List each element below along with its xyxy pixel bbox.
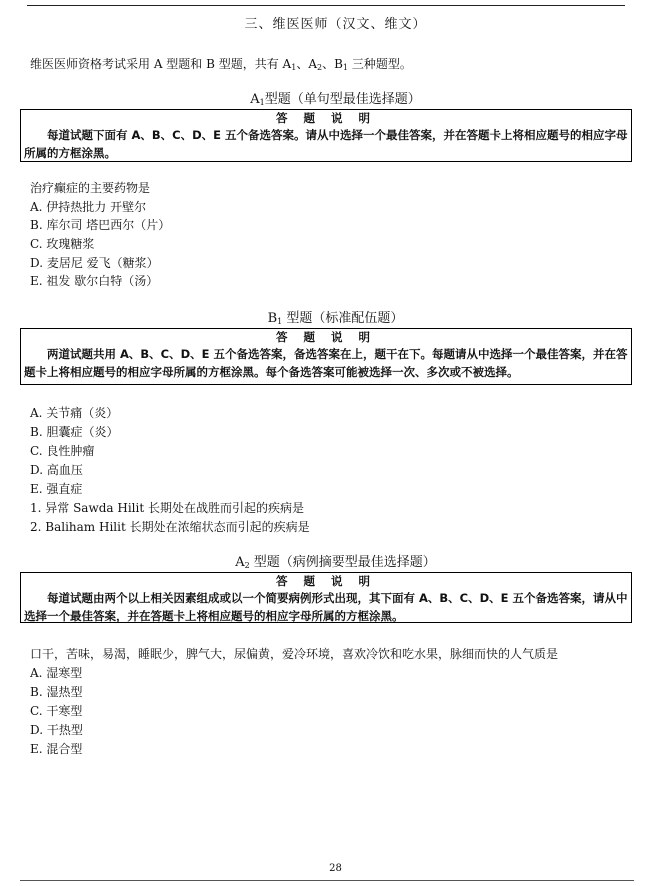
instruction-box-text: 每道试题由两个以上相关因素组成或以一个简要病例形式出现，其下面有 A、B、C、D、E 五个备选答案，请从中选择一个最佳答案，并在答题卡上将相应题号的相应字母所属的方框涂黑。	[24, 591, 628, 623]
section-heading-b1: $B_1$ 型题（标准配伍题）	[267, 311, 404, 326]
bottom-rule	[20, 880, 634, 881]
question-a1: 治疗癫症的主要药物是	[30, 181, 151, 195]
question-a2: 口干，苦味，易渴，睡眠少，脾气大，尿偏黄，爱冷环境，喜欢冷饮和吃水果，脉细而快的人气质是	[30, 647, 559, 661]
instruction-box-a2	[20, 572, 632, 623]
instruction-box-b1	[20, 328, 632, 385]
option-item: B. 湿热型	[30, 685, 83, 699]
instruction-box-text: 每道试题下面有 A、B、C、D、E 五个备选答案。请从中选择一个最佳答案，并在答题卡上将相应题号的相应字母所属的方框涂黑。	[24, 128, 628, 160]
option-item: A. 关节痛（炎）	[30, 406, 119, 420]
option-item: E. 混合型	[30, 742, 83, 756]
option-item: A. 湿寒型	[30, 666, 83, 680]
option-item: A. 伊持热批力 开壁尔	[30, 200, 147, 214]
page-title: 三、维医医师（汉文、维文）	[244, 17, 427, 32]
question-item: 1. 异常 Sawda Hilit 长期处在战胜而引起的疾病是	[30, 501, 304, 515]
instruction-box-text: 两道试题共用 A、B、C、D、E 五个备选答案，备选答案在上，题干在下。每题请从中选择一个最佳答案，并在答题卡上将相应题号的相应字母所属的方框涂黑。每个备选答案可能被选择一次、多次或不被选择。	[24, 347, 628, 379]
page-number: 28	[329, 863, 342, 874]
option-item: D. 麦居尼 爱飞（糖浆）	[30, 256, 159, 270]
option-item: E. 祖发 歇尔白特（汤）	[30, 274, 159, 288]
question-item: 2. Baliham Hilit 长期处在浓缩状态而引起的疾病是	[30, 520, 310, 534]
option-item: B. 胆囊症（炎）	[30, 425, 119, 439]
option-item: D. 高血压	[30, 463, 83, 477]
section-heading-a2: $A_2$ 型题（病例摘要型最佳选择题）	[235, 555, 436, 570]
instruction-box-title: 答 题 说 明	[275, 111, 376, 125]
instruction-box-a1	[20, 109, 632, 162]
option-item: C. 良性肿瘤	[30, 444, 95, 458]
option-item: D. 干热型	[30, 723, 83, 737]
section-heading-a1: $A_1$型题（单句型最佳选择题）	[250, 92, 421, 107]
option-item: B. 库尔司 塔巴西尔（片）	[30, 218, 171, 232]
instruction-box-title: 答 题 说 明	[275, 574, 376, 588]
instruction-box-title: 答 题 说 明	[275, 330, 376, 344]
option-item: C. 玫瑰糖浆	[30, 237, 95, 251]
top-rule	[27, 5, 625, 6]
option-item: E. 强直症	[30, 482, 83, 496]
option-item: C. 干寒型	[30, 704, 83, 718]
intro-text: 维医医师资格考试采用 A 型题和 B 型题，共有 $A_1$、$A_2$、$B_1$ 三种题型。	[30, 57, 412, 72]
